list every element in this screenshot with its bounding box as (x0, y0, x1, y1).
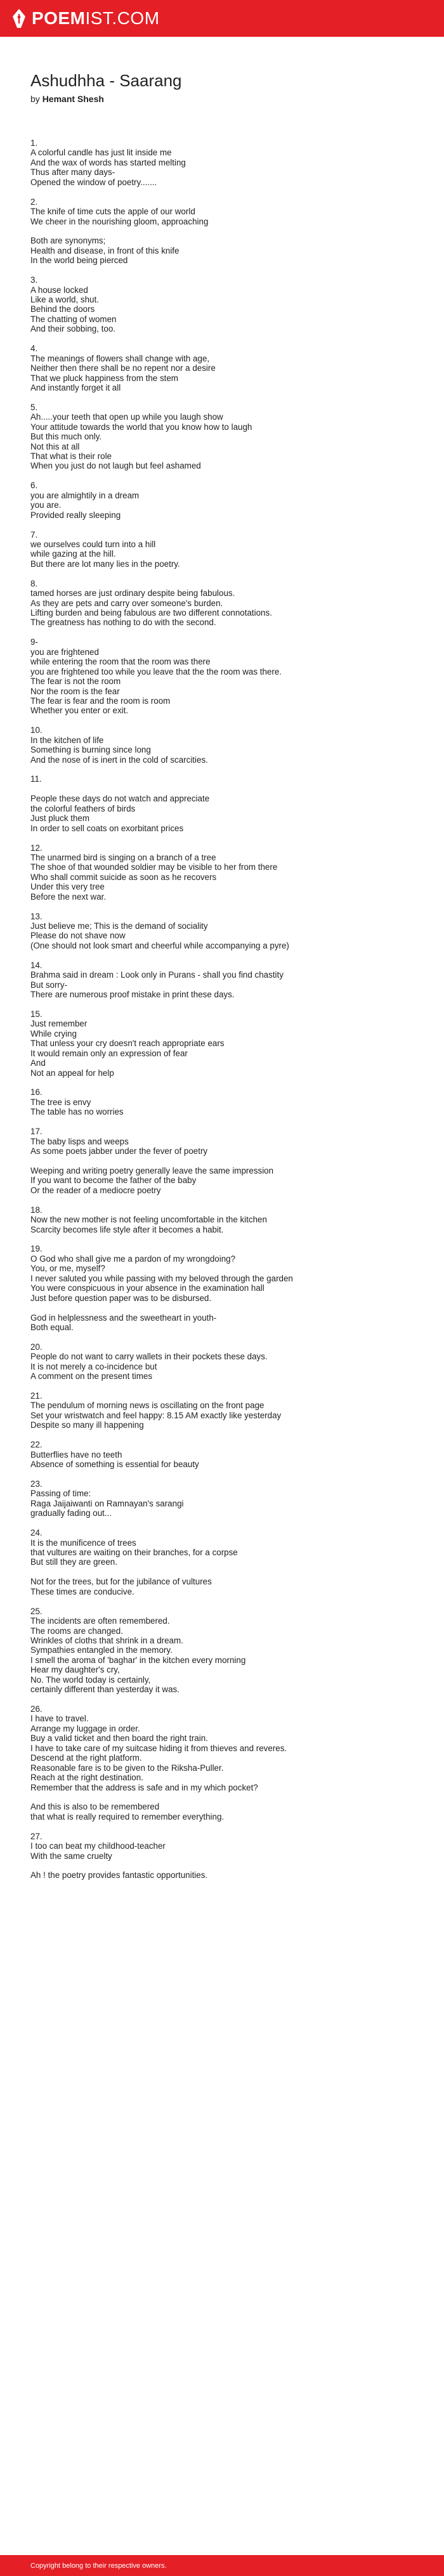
stanza-gap (30, 266, 424, 275)
poem-line: Ah ! the poetry provides fantastic opportunities. (30, 1870, 208, 1880)
stanza-gap (30, 1861, 424, 1870)
stanza-gap (30, 520, 424, 529)
poem-line: Lifting burden and being fabulous are two different connotations. (30, 608, 272, 618)
poem-line: The fear is not the room (30, 676, 121, 687)
poem-line: People these days do not watch and appreciate (30, 794, 210, 804)
pen-nib-icon (11, 8, 27, 29)
poem-line: The table has no worries (30, 1107, 124, 1117)
poem-line: Who shall commit suicide as soon as he recovers (30, 872, 217, 882)
poem-line: 6. (30, 481, 38, 491)
poem-line: the colorful feathers of birds (30, 803, 136, 813)
poem-line: Both equal. (30, 1322, 74, 1332)
poem-line: In the kitchen of life (30, 735, 104, 745)
poem-line: Not for the trees, but for the jubilance of vultures (30, 1577, 212, 1587)
stanza-gap (30, 1382, 424, 1391)
poem-line: Despite so many ill happening (30, 1420, 144, 1430)
poem-line: you are frightened (30, 647, 99, 657)
poem-line: But this much only. (30, 432, 102, 442)
poem-line: 11. (30, 774, 42, 784)
poem-line: Just pluck them (30, 813, 90, 824)
stanza-gap (30, 187, 424, 197)
stanza-gap (30, 1156, 424, 1166)
poem-line: 19. (30, 1244, 42, 1254)
stanza-gap (30, 1430, 424, 1440)
copyright-notice: Copyright belong to their respective owners. (30, 2562, 167, 2570)
poem-line: Reach at the right destination. (30, 1773, 143, 1783)
poem-line: It is not merely a co-incidence but (30, 1361, 157, 1371)
poem-line: 1. (30, 138, 38, 148)
stanza-gap (30, 765, 424, 774)
stanza-gap (30, 1567, 424, 1577)
poem-line: 2. (30, 197, 38, 207)
poem-line: Health and disease, in front of this knife (30, 245, 180, 256)
poem-line: Behind the doors (30, 304, 95, 314)
poem-line: The baby lisps and weeps (30, 1136, 129, 1146)
poem-line: That unless your cry doesn't reach appropriate ears (30, 1039, 225, 1049)
poem-line: I smell the aroma of 'baghar' in the kitchen every morning (30, 1655, 246, 1665)
poem-line: The unarmed bird is singing on a branch of a tree (30, 852, 216, 862)
poem-line: 20. (30, 1342, 42, 1352)
poem-line: As they are pets and carry over someone's burden. (30, 598, 223, 608)
poem-line: 21. (30, 1391, 42, 1401)
stanza-gap (30, 1117, 424, 1127)
poem-line: As some poets jabber under the fever of poetry (30, 1146, 208, 1156)
poem-line: that vultures are waiting on their branches, for a corpse (30, 1548, 238, 1557)
poem-line: Weeping and writing poetry generally leave the same impression (30, 1165, 274, 1175)
poem-line: If you want to become the father of the baby (30, 1175, 197, 1186)
poem-line: Both are synonyms; (30, 236, 106, 246)
stanza-gap (30, 1078, 424, 1087)
poem-line: The chatting of women (30, 314, 117, 324)
poem-line: The knife of time cuts the apple of our world (30, 207, 195, 217)
poem-line: Not this at all (30, 441, 80, 451)
poem-line: I have to take care of my suitcase hiding it from thieves and reveres. (30, 1743, 287, 1753)
poem-line: Brahma said in dream : Look only in Purans - shall you find chastity (30, 970, 284, 980)
poem-line: And their sobbing, too. (30, 324, 115, 334)
poem-line: I have to travel. (30, 1714, 89, 1724)
poem-line: That what is their role (30, 451, 112, 461)
poem-line: 13. (30, 911, 42, 921)
poem-line: Scarcity becomes life style after it becomes a habit. (30, 1224, 224, 1234)
stanza-gap (30, 950, 424, 960)
stanza-gap (30, 569, 424, 578)
poem-line: 5. (30, 402, 38, 412)
poem-line: Opened the window of poetry....... (30, 177, 157, 187)
site-footer (0, 2555, 444, 2576)
poem-line: 12. (30, 843, 42, 853)
poem-line: Set your wristwatch and feel happy: 8.15 AM exactly like yesterday (30, 1410, 282, 1420)
stanza-gap (30, 1792, 424, 1802)
poem-line: Thus after many days- (30, 167, 115, 178)
stanza-gap (30, 334, 424, 344)
poem-line: Under this very tree (30, 882, 105, 892)
poem-line: Raga Jaijaiwanti on Ramnayan's sarangi (30, 1498, 184, 1508)
poem-line: Whether you enter or exit. (30, 706, 129, 716)
poem-line: while entering the room that the room was there (30, 657, 211, 667)
poem-line: And instantly forget it all (30, 382, 121, 392)
poem-line: 8. (30, 578, 38, 588)
stanza-gap (30, 1332, 424, 1342)
poem-line: 9- (30, 637, 38, 647)
poem-line: And this is also to be remembered (30, 1802, 160, 1812)
poem-line: 14. (30, 960, 42, 970)
poem-line: tamed horses are just ordinary despite being fabulous. (30, 588, 235, 599)
poem-line: The incidents are often remembered. (30, 1616, 170, 1626)
poem-line: Descend at the right platform. (30, 1753, 142, 1763)
stanza-gap (30, 471, 424, 481)
stanza-gap (30, 1234, 424, 1244)
poem-line: Arrange my luggage in order. (30, 1723, 140, 1733)
stanza-gap (30, 1695, 424, 1704)
poem-title: Ashudhha - Saarang (30, 71, 182, 90)
poem-line: We cheer in the nourishing gloom, approaching (30, 216, 209, 226)
poem-line: O God who shall give me a pardon of my wrongdoing? (30, 1253, 236, 1264)
stanza-gap (30, 1195, 424, 1205)
poem-line: Sympathies entangled in the memory. (30, 1645, 173, 1655)
poem-line: we ourselves could turn into a hill (30, 539, 156, 549)
site-logo[interactable] (11, 8, 160, 29)
poem-line: 26. (30, 1704, 42, 1714)
poem-line: The pendulum of morning news is oscillating on the front page (30, 1401, 264, 1411)
poem-line: 3. (30, 275, 38, 285)
poem-line: Or the reader of a mediocre poetry (30, 1185, 161, 1195)
poem-line: The greatness has nothing to do with the second. (30, 618, 216, 628)
poem-line: Reasonable fare is to be given to the Riksha-Puller. (30, 1763, 224, 1773)
poem-line: Now the new mother is not feeling uncomfortable in the kitchen (30, 1215, 267, 1225)
poem-line: you are. (30, 500, 62, 510)
poem-line: Neither then there shall be no repent nor a desire (30, 363, 216, 373)
poem-line: (One should not look smart and cheerful while accompanying a pyre) (30, 940, 289, 950)
stanza-gap (30, 716, 424, 725)
byline (30, 93, 104, 105)
stanza-gap (30, 1470, 424, 1479)
poem-line: Like a world, shut. (30, 295, 99, 304)
stanza-gap (30, 902, 424, 911)
poem-line: The shoe of that wounded soldier may be visible to her from there (30, 862, 278, 872)
poem-line: you are frightened too while you leave that the the room was there. (30, 666, 282, 676)
poem-line: The tree is envy (30, 1097, 91, 1107)
stanza-gap (30, 1000, 424, 1009)
poem-line: The meanings of flowers shall change with age, (30, 353, 210, 363)
stanza-gap (30, 628, 424, 637)
stanza-gap (30, 784, 424, 794)
author-name[interactable]: Hemant Shesh (42, 94, 104, 104)
poem-line: No. The world today is certainly, (30, 1674, 151, 1685)
poem-line: But there are lot many lies in the poetry. (30, 559, 180, 569)
poem-line: That we pluck happiness from the stem (30, 373, 178, 383)
poem-line: while gazing at the hill. (30, 549, 116, 559)
poem-line: Just before question paper was to be disbursed. (30, 1293, 212, 1303)
poem-line: Please do not shave now (30, 931, 126, 941)
poem-line: Absence of something is essential for beauty (30, 1460, 199, 1470)
stanza-gap (30, 1518, 424, 1528)
poem-line: that what is really required to remember everything. (30, 1811, 225, 1822)
poem-line: It would remain only an expression of fear (30, 1048, 188, 1058)
poem-line: And the nose of is inert in the cold of scarcities. (30, 754, 208, 765)
poem-line: 4. (30, 344, 38, 354)
poem-line: Something is burning since long (30, 745, 151, 755)
poem-line: Just remember (30, 1019, 88, 1029)
poem-line: Passing of time: (30, 1489, 91, 1499)
poem-line: And (30, 1058, 46, 1068)
poem-line: And the wax of words has started melting (30, 157, 186, 167)
poem-line: 15. (30, 1009, 42, 1019)
poem-line: certainly different than yesterday it was. (30, 1685, 180, 1695)
poem-line: 24. (30, 1528, 42, 1538)
stanza-gap (30, 833, 424, 843)
poem-line: 17. (30, 1127, 42, 1137)
poem-line: Your attitude towards the world that you know how to laugh (30, 422, 252, 432)
poem-line: gradually fading out... (30, 1508, 112, 1518)
poem-line: Wrinkles of cloths that shrink in a dream. (30, 1635, 183, 1645)
poem-line: I too can beat my childhood-teacher (30, 1841, 166, 1851)
poem-line: Before the next war. (30, 891, 107, 902)
poem-line: Remember that the address is safe and in my which pocket? (30, 1782, 258, 1792)
stanza-gap (30, 392, 424, 402)
poem-line: A house locked (30, 285, 88, 295)
poem-line: 22. (30, 1440, 42, 1450)
stanza-gap (30, 226, 424, 236)
poem-line: While crying (30, 1028, 77, 1039)
poem-line: you are almightily in a dream (30, 490, 140, 500)
by-label: by (30, 94, 40, 104)
poem-line: Not an appeal for help (30, 1068, 114, 1078)
stanza-gap (30, 1303, 424, 1312)
poem-line: When you just do not laugh but feel ashamed (30, 461, 201, 471)
poem-line: A colorful candle has just lit inside me (30, 148, 172, 158)
poem-line: Hear my daughter's cry, (30, 1665, 120, 1675)
poem-line: In the world being pierced (30, 256, 128, 266)
poem-line: But sorry- (30, 980, 68, 990)
poem-line: Just believe me; This is the demand of sociality (30, 921, 208, 931)
poem-line: With the same cruelty (30, 1851, 112, 1861)
poem-line: There are numerous proof mistake in print these days. (30, 990, 235, 1000)
poem-line: 10. (30, 725, 42, 735)
poem-line: People do not want to carry wallets in their pockets these days. (30, 1352, 268, 1362)
poem-line: Nor the room is the fear (30, 686, 120, 696)
poem-line: 25. (30, 1606, 42, 1616)
poem-line: These times are conducive. (30, 1586, 134, 1596)
poem-line: Butterflies have no teeth (30, 1449, 122, 1460)
poem-line: A comment on the present times (30, 1371, 153, 1382)
stanza-gap (30, 1822, 424, 1831)
poem-line: In order to sell coats on exorbitant prices (30, 823, 184, 833)
poem-line: 27. (30, 1831, 42, 1841)
poem-line: Provided really sleeping (30, 510, 121, 520)
poem-line: 7. (30, 529, 38, 540)
poem-line: You were conspicuous in your absence in the examination hall (30, 1283, 264, 1293)
poem-line: It is the munificence of trees (30, 1537, 136, 1548)
poem-line: 16. (30, 1087, 42, 1097)
stanza-gap (30, 1596, 424, 1606)
poem-line: Ah.....your teeth that open up while you laugh show (30, 412, 223, 422)
poem-body (30, 138, 424, 1880)
poem-line: The fear is fear and the room is room (30, 696, 171, 706)
poem-line: God in helplessness and the sweetheart in youth- (30, 1312, 217, 1323)
poem-line: Buy a valid ticket and then board the right train. (30, 1733, 208, 1744)
poem-line: You, or me, myself? (30, 1264, 105, 1274)
site-header (0, 0, 444, 37)
poem-line: The rooms are changed. (30, 1626, 123, 1636)
poem-line: I never saluted you while passing with my beloved through the garden (30, 1273, 293, 1283)
poem-line: 23. (30, 1479, 42, 1489)
poem-line: But still they are green. (30, 1557, 117, 1567)
poem-line: 18. (30, 1205, 42, 1215)
logo-wordmark: POEMIST.COM (32, 8, 160, 28)
